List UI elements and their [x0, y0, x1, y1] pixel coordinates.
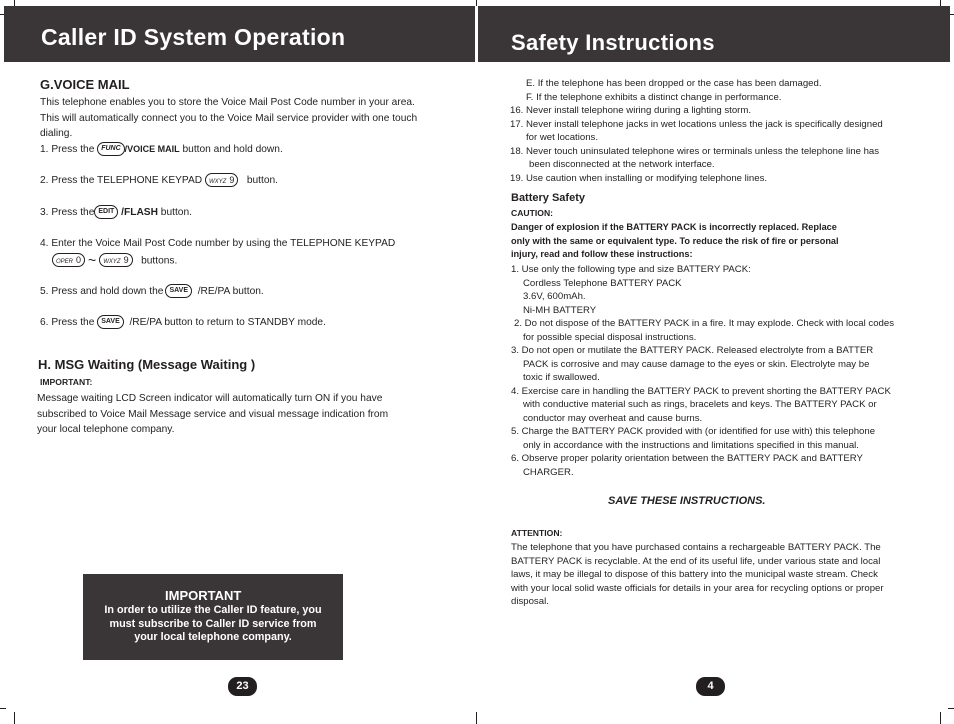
- save-key-icon: SAVE: [165, 284, 192, 298]
- oper-0-key-icon: OPER 0: [52, 253, 85, 267]
- important-callout-title: IMPORTANT: [165, 588, 242, 603]
- voice-mail-step-3: 3. Press the EDIT /FLASH button.: [40, 207, 192, 218]
- voice-mail-step-1: 1. Press the FUNC /VOICE MAIL button and hold down.: [40, 144, 283, 155]
- right-page-title: Safety Instructions: [511, 30, 715, 55]
- crop-mark: [476, 0, 477, 6]
- voice-mail-step-2: 2. Press the TELEPHONE KEYPAD WXYZ 9 button.: [40, 175, 278, 186]
- save-key-icon: SAVE: [97, 315, 124, 329]
- attention-text: The telephone that you have purchased contains a rechargeable BATTERY PACK. The BATTERY PACK is recyclable. At the end of its useful life, under various state and local laws, it may be illegal to dispose of this battery into the municipal waste stream. Check with your local solid waste officials for details in your area for recycling options or proper disposal.: [511, 542, 884, 607]
- msg-waiting-heading: H. MSG Waiting (Message Waiting ): [38, 357, 256, 372]
- important-callout: [83, 574, 343, 660]
- crop-mark: [0, 708, 6, 709]
- wxyz-9-key-icon: WXYZ 9: [205, 173, 238, 187]
- safety-list-continued: E. If the telephone has been dropped or the case has been damaged. F. If the telephone exhibits a distinct change in performance. 16. Never install telephone wiring during a lighting storm. 17. Never install telephone jacks in wet locations unless the jack is specifically designed for wet locations. 18. Never touch uninsulated telephone wires or terminals unless the telephone line has been disconnected at the network interface. 19. Use caution when installing or modifying telephone lines.: [510, 78, 883, 184]
- right-page-number: 4: [696, 677, 725, 696]
- caution-label: CAUTION:: [511, 208, 554, 218]
- voice-mail-intro: This telephone enables you to store the Voice Mail Post Code number in your area. This will automatically connect you to the Voice Mail service provider with one touch dialing.: [40, 97, 418, 139]
- voice-mail-heading: G.VOICE MAIL: [40, 77, 130, 92]
- wxyz-9-key-icon: WXYZ 9: [99, 253, 132, 267]
- crop-mark: [14, 712, 15, 724]
- attention-label: ATTENTION:: [511, 528, 563, 538]
- voice-mail-step-6: 6. Press the SAVE /RE/PA button to return to STANDBY mode.: [40, 317, 326, 328]
- edit-key-icon: EDIT: [94, 205, 118, 219]
- left-page-number: 23: [228, 677, 257, 696]
- right-title-band: [478, 6, 950, 62]
- caution-text: Danger of explosion if the BATTERY PACK is incorrectly replaced. Replace only with the same or equivalent type. To reduce the risk of fire or personal injury, read and follow these instructions:: [511, 222, 839, 259]
- msg-waiting-important-label: IMPORTANT:: [40, 377, 93, 387]
- left-page-title: Caller ID System Operation: [41, 24, 346, 50]
- crop-mark: [940, 712, 941, 724]
- crop-mark: [476, 712, 477, 724]
- crop-mark: [948, 708, 954, 709]
- msg-waiting-text: Message waiting LCD Screen indicator will automatically turn ON if you have subscribed to Voice Mail Message service and visual message indication from your local telephone company.: [37, 393, 389, 435]
- battery-safety-heading: Battery Safety: [511, 192, 585, 204]
- func-key-icon: FUNC: [97, 142, 124, 156]
- battery-safety-list: 1. Use only the following type and size BATTERY PACK: Cordless Telephone BATTERY PACK 3.6V, 600mAh. Ni-MH BATTERY 2. Do not dispose of the BATTERY PACK in a fire. It may explode. Check with local codes for possible special disposal instructions. 3. Do not open or mutilate the BATTERY PACK. Released electrolyte from a BATTER PACK is corrosive and may cause damage to the eyes or skin. Electrolyte may be toxic if swallowed. 4. Exercise care in handling the BATTERY PACK to prevent shorting the BATTERY PACK with conductive material such as rings, bracelets and keys. The BATTERY PACK or conductor may overheat and cause burns. 5. Charge the BATTERY PACK provided with (or identified for use with) this telephone only in accordance with the instructions and limitations specified in this manual. 6. Observe proper polarity orientation between the BATTERY PACK and BATTERY CHARGER.: [511, 264, 895, 478]
- voice-mail-step-4: 4. Enter the Voice Mail Post Code number by using the TELEPHONE KEYPAD OPER 0 ~ WXYZ 9 buttons.: [40, 238, 396, 268]
- save-instructions: SAVE THESE INSTRUCTIONS.: [608, 495, 766, 507]
- left-title-band: [4, 6, 475, 62]
- tilde-icon: ~: [88, 251, 97, 268]
- important-callout-text: In order to utilize the Caller ID feature, you must subscribe to Caller ID service from your local telephone company.: [104, 604, 322, 643]
- voice-mail-step-5: 5. Press and hold down the SAVE /RE/PA button.: [40, 286, 264, 297]
